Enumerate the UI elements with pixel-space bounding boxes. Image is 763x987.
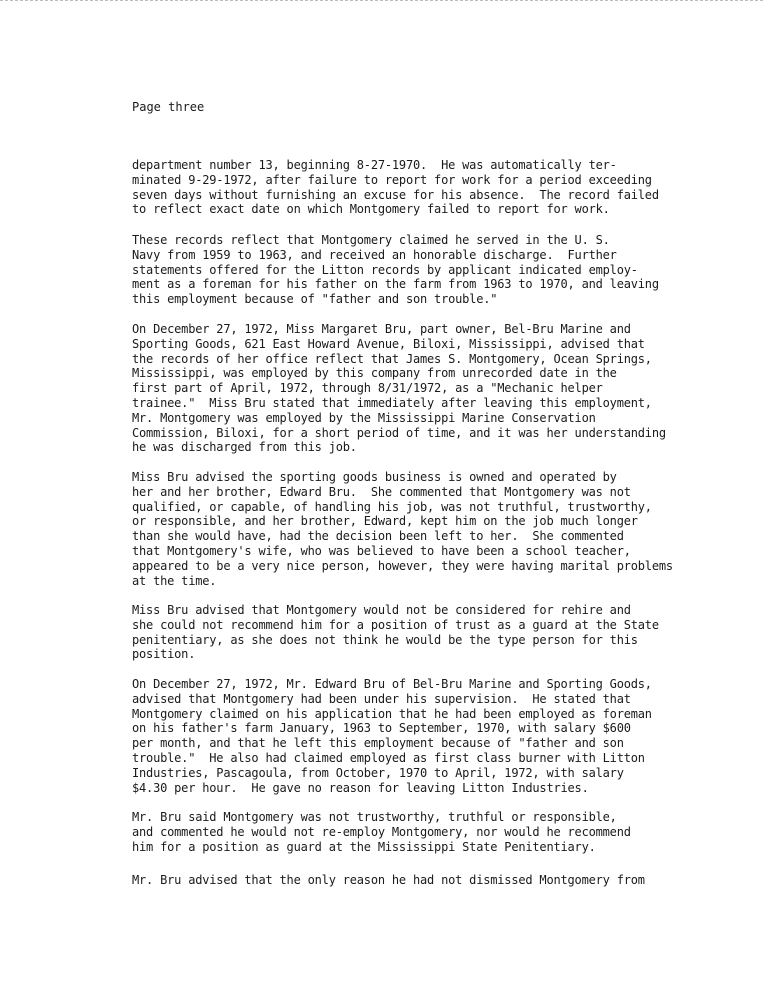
text-line: minated 9-29-1972, after failure to report for work for a period exceeding <box>132 172 652 187</box>
paragraph-litton-records <box>132 233 732 307</box>
text-line: On December 27, 1972, Mr. Edward Bru of Bel-Bru Marine and Sporting Goods, <box>132 677 652 691</box>
text-line: at the time. <box>132 573 217 588</box>
text-line: her and her brother, Edward Bru. She commented that Montgomery was not <box>132 484 631 499</box>
text-line: on his father's farm January, 1963 to September, 1970, with salary $600 <box>132 721 631 736</box>
text-line: and commented he would not re-employ Montgomery, nor would he recommend <box>132 824 631 839</box>
paragraph-edward-bru-interview <box>132 677 732 795</box>
paragraph-margaret-bru-comments <box>132 470 732 588</box>
text-line: position. <box>132 647 196 662</box>
text-line: trouble." He also had claimed employed as first class burner with Litton <box>132 750 645 765</box>
text-line: Industries, Pascagoula, from October, 1970 to April, 1972, with salary <box>132 765 624 780</box>
text-line: seven days without furnishing an excuse for his absence. The record failed <box>132 187 659 202</box>
text-line: Mississippi, was employed by this company from unrecorded date in the <box>132 366 617 381</box>
text-line: Miss Bru advised that Montgomery would not be considered for rehire and <box>132 603 631 617</box>
text-line: Miss Bru advised the sporting goods business is owned and operated by <box>132 470 617 484</box>
text-line: first part of April, 1972, through 8/31/1972, as a "Mechanic helper <box>132 381 603 396</box>
text-line: penitentiary, as she does not think he would be the type person for this <box>132 632 638 647</box>
text-line: she could not recommend him for a position of trust as a guard at the State <box>132 617 659 632</box>
text-line: advised that Montgomery had been under his supervision. He stated that <box>132 691 631 706</box>
text-line: per month, and that he left this employment because of "father and son <box>132 736 624 751</box>
text-line: he was discharged from this job. <box>132 440 357 455</box>
text-line: Mr. Montgomery was employed by the Mississippi Marine Conservation <box>132 410 596 425</box>
text-line: statements offered for the Litton records by applicant indicated employ- <box>132 262 638 277</box>
text-line: department number 13, beginning 8-27-1970. He was automatically ter- <box>132 158 617 172</box>
text-line: that Montgomery's wife, who was believed to have been a school teacher, <box>132 543 631 558</box>
paragraph-margaret-bru-recommendation <box>132 603 732 662</box>
page-label: Page three <box>132 100 205 114</box>
text-line: to reflect exact date on which Montgomery failed to report for work. <box>132 202 610 217</box>
text-line: These records reflect that Montgomery claimed he served in the U. S. <box>132 233 610 247</box>
text-line: or responsible, and her brother, Edward, kept him on the job much longer <box>132 514 638 529</box>
paragraph-edward-bru-recommendation <box>132 810 732 854</box>
page-top-edge <box>0 0 763 3</box>
paragraph-margaret-bru-interview <box>132 322 732 455</box>
text-line: Commission, Biloxi, for a short period of time, and it was her understanding <box>132 425 666 440</box>
text-line: Sporting Goods, 621 East Howard Avenue, Biloxi, Mississippi, advised that <box>132 336 645 351</box>
text-line: ment as a foreman for his father on the farm from 1963 to 1970, and leaving <box>132 277 659 292</box>
text-line: Montgomery claimed on his application that he had been employed as foreman <box>132 706 652 721</box>
text-line: Mr. Bru advised that the only reason he had not dismissed Montgomery from <box>132 873 645 887</box>
text-line: the records of her office reflect that James S. Montgomery, Ocean Springs, <box>132 351 652 366</box>
text-line: Navy from 1959 to 1963, and received an honorable discharge. Further <box>132 247 617 262</box>
text-line: him for a position as guard at the Mississippi State Penitentiary. <box>132 839 596 854</box>
text-line: trainee." Miss Bru stated that immediately after leaving this employment, <box>132 395 652 410</box>
paragraph-edward-bru-continued <box>132 873 732 888</box>
text-line: $4.30 per hour. He gave no reason for leaving Litton Industries. <box>132 780 589 795</box>
text-line: this employment because of "father and son trouble." <box>132 292 498 307</box>
text-line: appeared to be a very nice person, however, they were having marital problems <box>132 558 673 573</box>
paragraph-litton-termination <box>132 158 732 217</box>
text-line: Mr. Bru said Montgomery was not trustworthy, truthful or responsible, <box>132 810 617 824</box>
text-line: than she would have, had the decision been left to her. She commented <box>132 529 624 544</box>
text-line: qualified, or capable, of handling his job, was not truthful, trustworthy, <box>132 499 652 514</box>
text-line: On December 27, 1972, Miss Margaret Bru, part owner, Bel-Bru Marine and <box>132 322 631 336</box>
